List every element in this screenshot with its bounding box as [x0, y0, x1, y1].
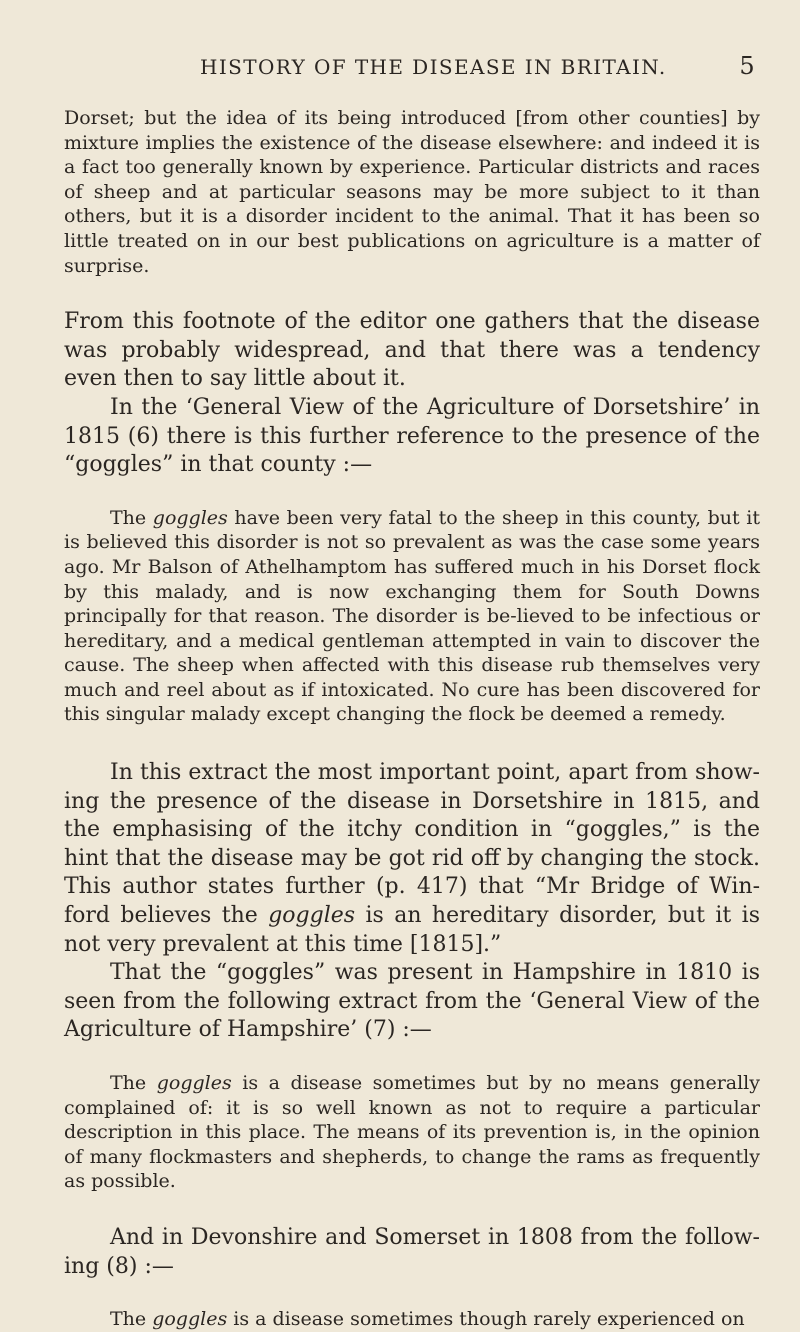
paragraph-text-part1: In this extract the most important point, apart from show-ing the presence of the disease in Dorsetshire in 1815, and the emphasising of the itchy condition in “goggles,” is the hint that the disease may be got rid off by changing the stock. This author states further (p. 417) that “Mr Bridge of Win-ford believes the	[64, 760, 760, 929]
paragraph-hampshire-reference: That the “goggles” was present in Hampshire in 1810 is seen from the following extract from the ‘General View of the Agriculture of Hampshire’ (7) :—	[64, 960, 760, 1043]
page-number: 5	[739, 52, 756, 80]
term-goggles: goggles	[268, 903, 356, 929]
paragraph-text-part2: is an hereditary disorder, but it is not very prevalent at this time [1815].”	[64, 903, 760, 957]
paragraph-footnote-commentary: From this footnote of the editor one gathers that the disease was probably widespread, and that there was a tendency even then to say little about it.	[64, 309, 760, 392]
running-title: HISTORY OF THE DISEASE IN BRITAIN.	[200, 55, 667, 79]
paragraph-devonshire-reference: And in Devonshire and Somerset in 1808 from the follow-ing (8) :—	[64, 1224, 760, 1279]
term-goggles: goggles	[152, 506, 228, 529]
term-goggles: goggles	[152, 1308, 228, 1331]
paragraph-dorsetshire-reference: In the ‘General View of the Agriculture of Dorsetshire’ in 1815 (6) there is this further reference to the presence of the “goggles” in that county :—	[64, 394, 760, 478]
quote-hampshire-1810	[64, 1071, 760, 1194]
term-goggles: goggles	[156, 1072, 232, 1094]
quote-devonshire-1808	[64, 1307, 760, 1332]
quote-text: is a disease sometimes but by no means generally complained of: it is so well known as not to require a particular description in this place. The means of its prevention is, in the opinion of many flockmasters and shepherds, to change the rams as frequently as possible.	[64, 1072, 760, 1193]
quote-text: have been very fatal to the sheep in this county, but it is believed this disorder is not so prevalent as was the case some years ago. Mr Balson of Athelhamptom has suffered much in his Dorset flock by this malady, and is now exchanging them for South Downs principally for that reason. The disorder is be-lieved to be infectious or hereditary, and a medical gentleman attempted in vain to discover the cause. The sheep when affected with this disease rub themselves very much and reel about as if intoxicated. No cure has been discovered for this singular malady except changing the flock be deemed a remedy.	[64, 506, 760, 726]
quote-lead: The	[110, 1072, 157, 1094]
quote-dorsetshire-1815	[64, 506, 760, 727]
quote-lead: The	[110, 1308, 153, 1331]
quote-text: is a disease sometimes though rarely experienced on	[227, 1308, 745, 1331]
running-header	[64, 52, 760, 80]
paragraph-extract-analysis	[64, 759, 760, 959]
quote-dorset-footnote: Dorset; but the idea of its being introduced [from other counties] by mixture implies the existence of the disease elsewhere: and indeed it is a fact too generally known by experience. Particular districts and races of sheep and at particular seasons may be more subject to it than others, but it is a disorder incident to the animal. That it has been so little treated on in our best publications on agriculture is a matter of surprise.	[64, 107, 760, 277]
quote-lead: The	[110, 506, 153, 529]
